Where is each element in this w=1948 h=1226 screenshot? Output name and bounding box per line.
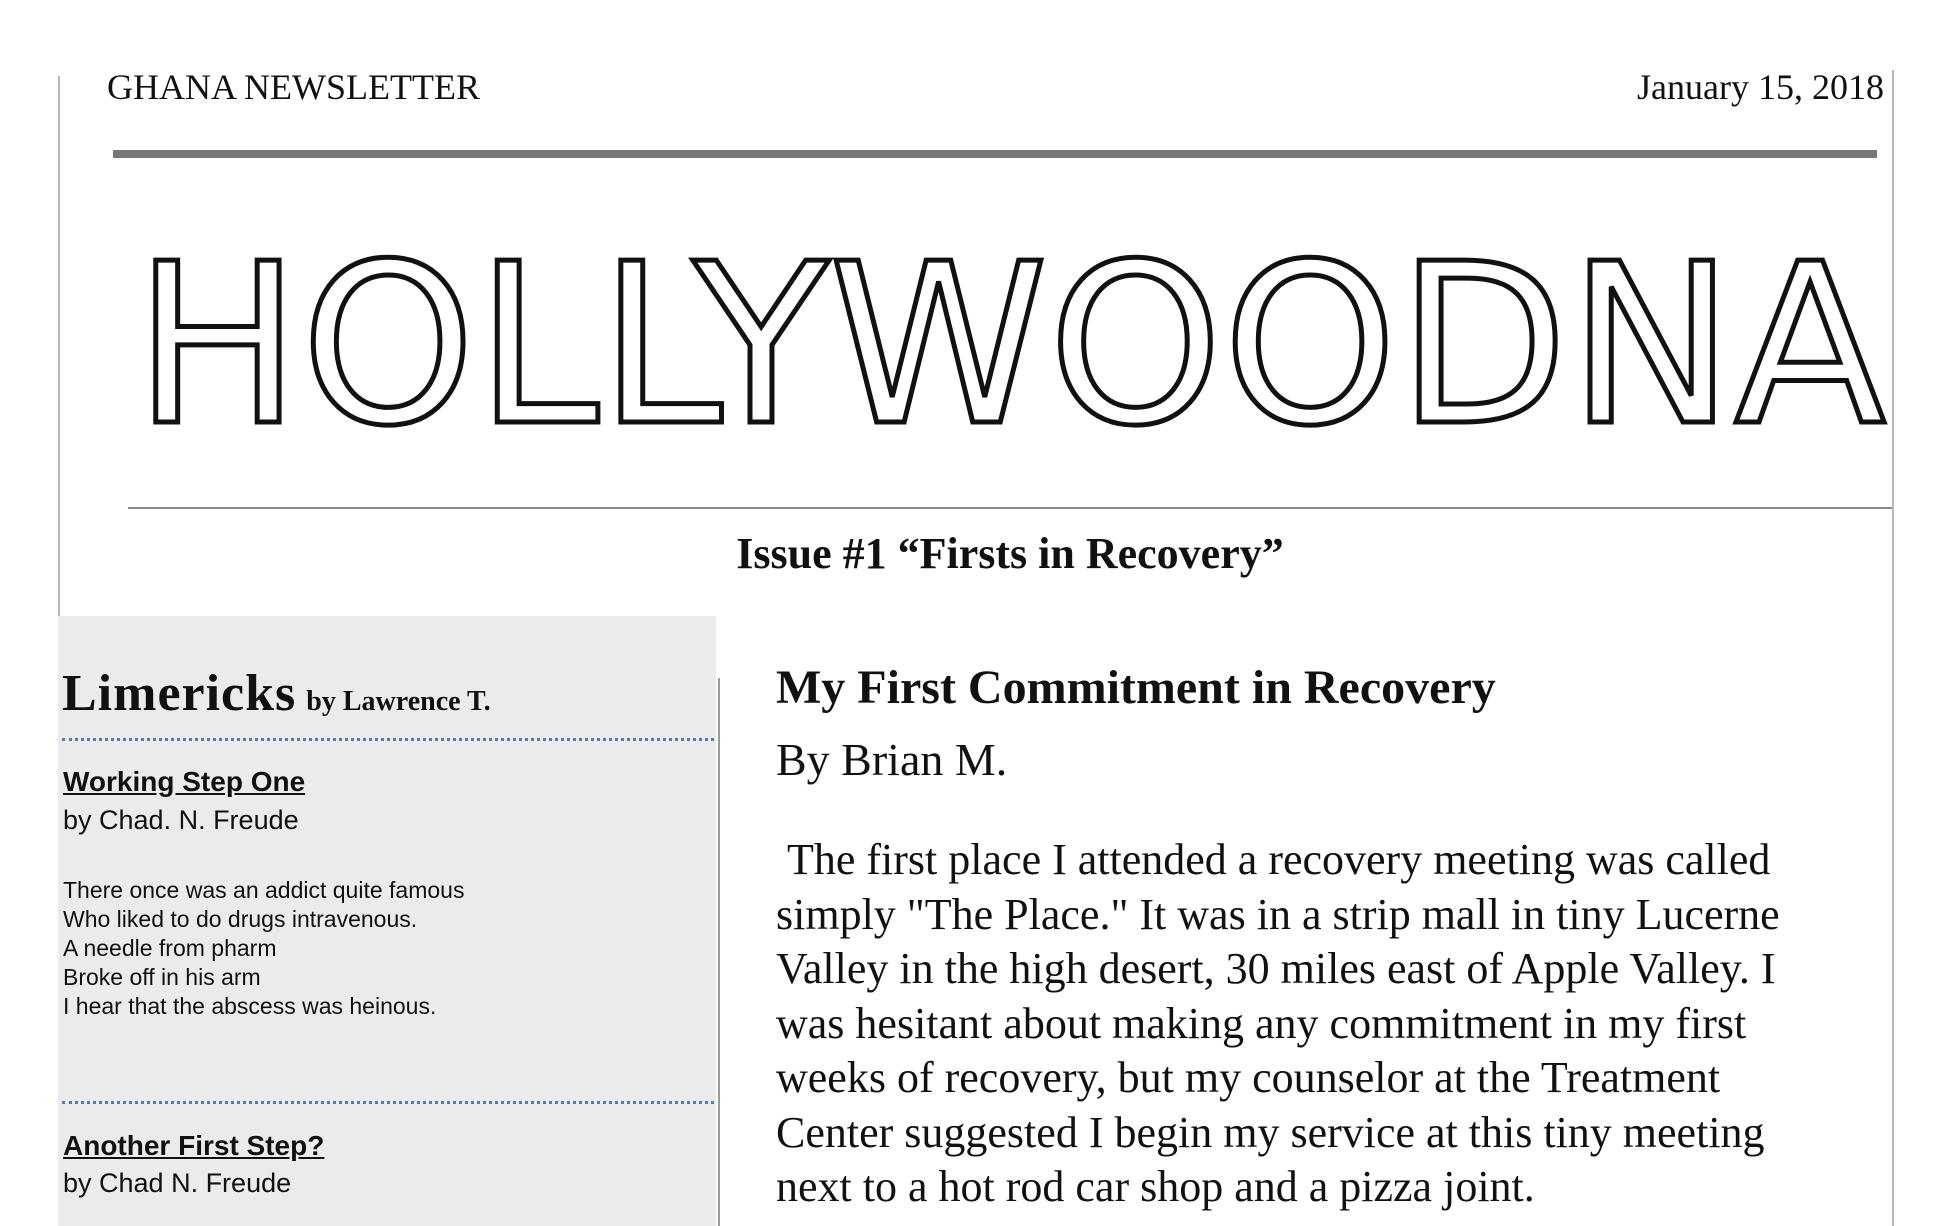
article-line: Valley in the high desert, 30 miles east of Apple Valley. I	[776, 944, 1776, 993]
poem-title: Another First Step?	[63, 1130, 325, 1161]
issue-title: Issue #1 “Firsts in Recovery”	[736, 529, 1284, 578]
poem-line: A needle from pharm	[63, 935, 277, 961]
sidebar-heading-byline: by Lawrence T.	[306, 686, 491, 717]
dotted-divider	[62, 738, 714, 741]
poem-line: Who liked to do drugs intravenous.	[63, 906, 418, 932]
poem-line: Broke off in his arm	[63, 964, 261, 990]
article-line: Center suggested I begin my service at this tiny meeting	[776, 1107, 1765, 1157]
poem-title: Working Step One	[63, 766, 306, 797]
poem-line: I hear that the abscess was heinous.	[63, 993, 437, 1019]
issue-date: January 15, 2018	[1637, 67, 1884, 107]
poem-body	[63, 876, 464, 1021]
article-line: was hesitant about making any commitment in my first	[776, 998, 1747, 1048]
sidebar-heading	[62, 664, 491, 723]
poem-author: by Chad N. Freude	[63, 1168, 292, 1198]
poem-author: by Chad. N. Freude	[63, 805, 299, 835]
masthead-title	[134, 222, 1894, 442]
column-divider	[718, 678, 720, 1226]
publication-name: GHANA NEWSLETTER	[107, 67, 480, 107]
masthead-rule	[128, 507, 1892, 509]
sidebar-heading-text: Limericks	[62, 665, 297, 722]
masthead-text: HOLLYWOODNA	[134, 222, 1886, 442]
article-body	[776, 833, 1886, 1215]
dotted-divider	[62, 1101, 714, 1104]
article-byline: By Brian M.	[776, 734, 1008, 785]
article-title: My First Commitment in Recovery	[776, 661, 1496, 714]
header-rule	[113, 150, 1877, 158]
article-line: The first place I attended a recovery meeting was called	[776, 835, 1771, 884]
article-line: simply "The Place." It was in a strip mall in tiny Lucerne	[776, 889, 1780, 939]
poem-line: There once was an addict quite famous	[63, 877, 465, 903]
article-line: next to a hot rod car shop and a pizza joint.	[776, 1162, 1535, 1211]
article-line: weeks of recovery, but my counselor at the Treatment	[776, 1053, 1721, 1102]
